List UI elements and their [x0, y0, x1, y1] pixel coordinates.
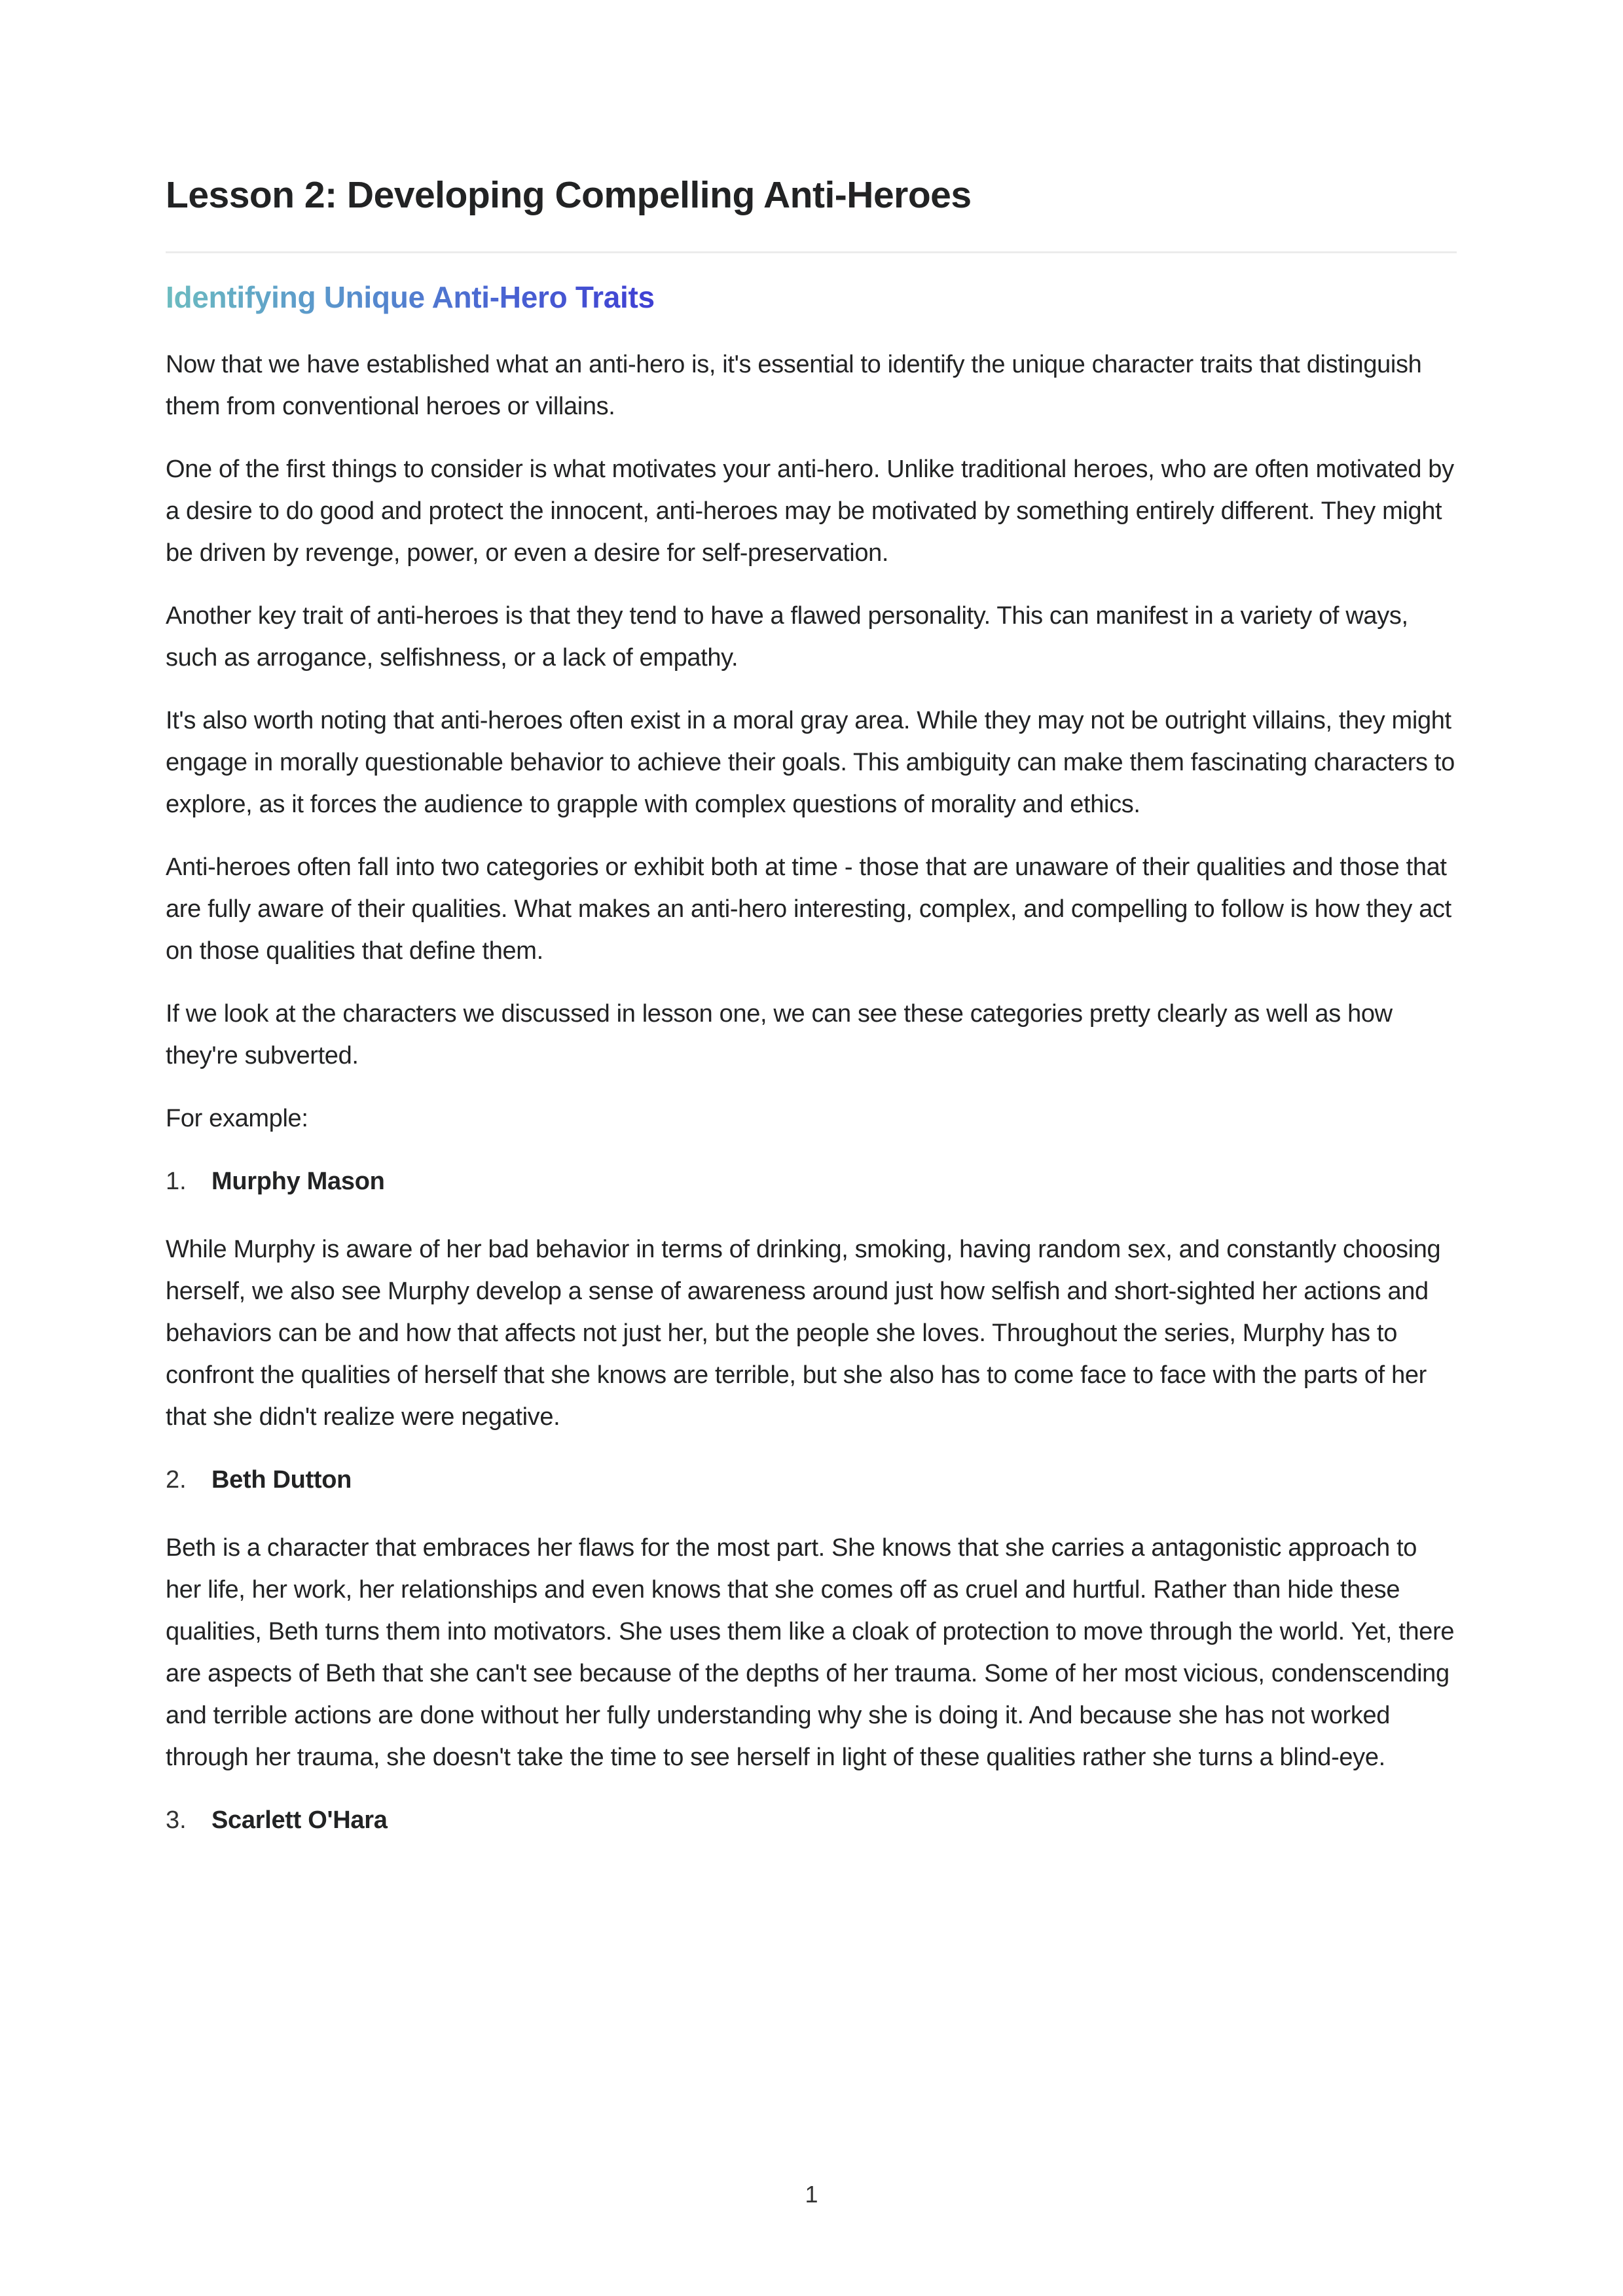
section-heading: Identifying Unique Anti-Hero Traits [166, 278, 655, 317]
example-name: Beth Dutton [211, 1466, 352, 1494]
page-number: 1 [805, 2181, 818, 2208]
paragraph: For example: [166, 1105, 308, 1132]
paragraph: It's also worth noting that anti-heroes often exist in a moral gray area. While they may not be outright villains, they might engage in morally questionable behavior to achieve their goals. This ambiguity can make them fascinating characters to explore, as it forces the audience to grapple with complex questions of morality and ethics. [166, 707, 1455, 818]
example-name: Scarlett O'Hara [211, 1806, 388, 1834]
example-name: Murphy Mason [211, 1168, 385, 1195]
paragraph: If we look at the characters we discussed in lesson one, we can see these categories pretty clearly as well as how they're subverted. [166, 1000, 1393, 1069]
example-list-item [166, 1459, 1457, 1501]
document-body [166, 344, 1457, 1867]
example-list-item [166, 1799, 1457, 1841]
example-description: Beth is a character that embraces her flaws for the most part. She knows that she carries a antagonistic approach to her life, her work, her relationships and even knows that she comes off as cruel and hurtful. Rather than hide these qualities, Beth turns them into motivators. She uses them like a cloak of protection to move through the world. Yet, there are aspects of Beth that she can't see because of the depths of her trauma. Some of her most vicious, condenscending and terrible actions are done without her fully understanding why she is doing it. And because she has not worked through her trauma, she doesn't take the time to see herself in light of these qualities rather she turns a blind-eye. [166, 1534, 1455, 1771]
example-description: While Murphy is aware of her bad behavior in terms of drinking, smoking, having random sex, and constantly choosing herself, we also see Murphy develop a sense of awareness around just how selfish and short-sighted her actions and behaviors can be and how that affects not just her, but the people she loves. Throughout the series, Murphy has to confront the qualities of herself that she knows are terrible, but she also has to come face to face with the parts of her that she didn't realize were negative. [166, 1236, 1441, 1431]
page-title: Lesson 2: Developing Compelling Anti-Heroes [166, 174, 972, 216]
list-number: 1. [166, 1168, 187, 1195]
title-divider [166, 251, 1457, 253]
list-number: 3. [166, 1806, 187, 1834]
example-list-item [166, 1160, 1457, 1202]
list-number: 2. [166, 1466, 187, 1494]
paragraph: Another key trait of anti-heroes is that they tend to have a flawed personality. This can manifest in a variety of ways, such as arrogance, selfishness, or a lack of empathy. [166, 602, 1408, 672]
paragraph: Now that we have established what an anti-hero is, it's essential to identify the unique character traits that distinguish them from conventional heroes or villains. [166, 351, 1422, 420]
paragraph: Anti-heroes often fall into two categories or exhibit both at time - those that are unaware of their qualities and those that are fully aware of their qualities. What makes an anti-hero interesting, complex, and compelling to follow is how they act on those qualities that define them. [166, 853, 1451, 965]
paragraph: One of the first things to consider is what motivates your anti-hero. Unlike traditional heroes, who are often motivated by a desire to do good and protect the innocent, anti-heroes may be motivated by something entirely different. They might be driven by revenge, power, or even a desire for self-preservation. [166, 456, 1454, 567]
